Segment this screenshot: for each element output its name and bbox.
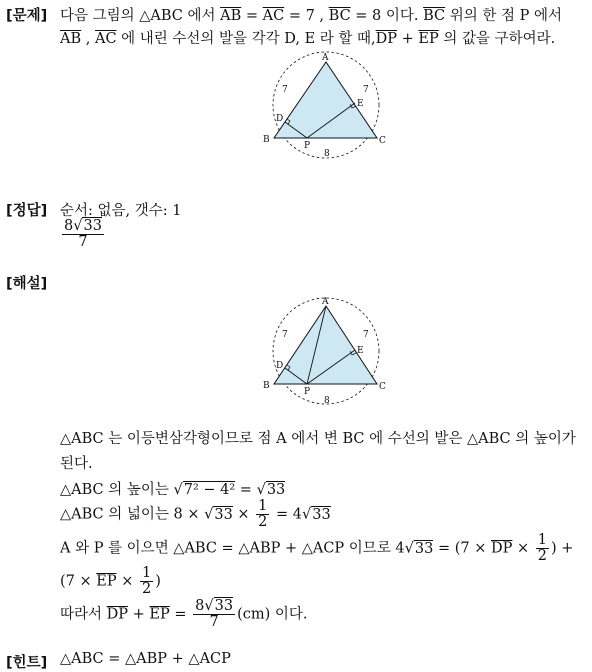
label-e: E [357,346,364,356]
side-label-ab: 7 [282,85,288,95]
solution-line-5: A 와 P 를 이으면 △ABC = △ABP + △ACP 이므로 $4√33 = (7 \times \overline{DP}$ × $\frac{1}{2}$ ) + [60,532,574,564]
solution-line-1: △ABC 는 이등변삼각형이므로 점 A 에서 변 BC 에 수선의 발은 △ABC 의 높이가 [60,431,576,447]
side-label-ab: 7 [282,330,288,340]
side-label-ac: 7 [363,330,369,340]
side-label-bc: 8 [324,396,330,406]
solution-line-6: ($7 \times \overline{EP}$ × $\frac{1}{2}$ ) [60,565,161,597]
solution-line-7: 따라서 $\overline{DP} + \overline{EP}$ = $\frac{8√33}{7}$ (cm) 이다. [60,598,308,630]
answer-tag: [정답] [6,203,48,219]
label-p: P [304,141,311,151]
answer-fraction: $\frac{8√33}{7}$ [64,218,102,250]
label-b: B [263,381,270,391]
hint-text: △ABC = △ABP + △ACP [60,651,231,667]
problem-figure [255,48,395,160]
label-d: D [276,114,284,124]
problem-tag: [문제] [6,8,48,24]
solution-line-3: △ABC 의 높이는 √7² − 4² = √33 [60,482,286,498]
label-p: P [304,387,311,397]
problem-line-2: $\overline{AB}$ , $\overline{AC}$ 에 내린 수선의 발을 각각 D, E 라 할 때$,\overline{DP} + \overline{EP}$ 의 값을 구하여라. [60,31,556,47]
solution-line-2: 된다. [60,456,93,472]
triangle-abc [274,306,377,384]
label-d: D [276,361,284,371]
side-label-bc: 8 [324,149,330,159]
label-a: A [322,53,329,63]
label-e: E [357,99,364,109]
solution-line-4: △ABC 의 넓이는 8 × √33 × $\frac{1}{2}$ = 4√33 [60,498,331,530]
label-c: C [379,136,386,146]
label-c: C [379,382,386,392]
problem-line-1: 다음 그림의 △ABC 에서 $\overline{AB} = \overline{AC} = 7$ , $\overline{BC} = 8$ 이다. $\overline{BC}$ 위의 한 점 P 에서 [60,8,562,24]
solution-figure [255,294,395,408]
answer-order: 순서: 없음, 갯수: 1 [60,203,182,219]
side-label-ac: 7 [363,85,369,95]
solution-tag: [해설] [6,276,48,292]
label-a: A [322,297,329,307]
label-b: B [263,135,270,145]
hint-tag: [힌트] [6,655,48,671]
